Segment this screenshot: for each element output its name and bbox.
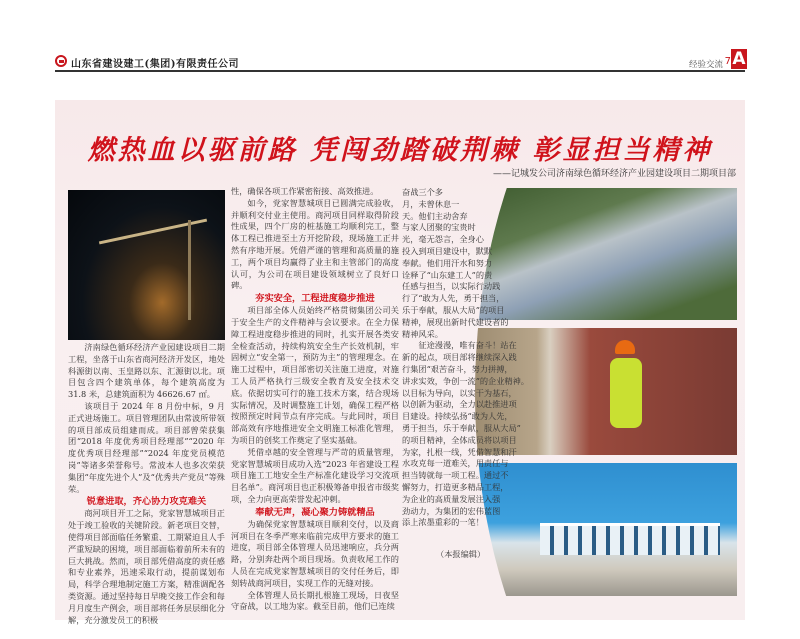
page-header (55, 50, 745, 72)
text-line: 添上浓墨重彩的一笔！ (402, 517, 484, 528)
column-middle (231, 186, 399, 613)
article-title: 燃热血以驱前路 凭闯劲踏破荆棘 彰显担当精神 (87, 135, 713, 166)
subheading: 夯实安全，工程进度稳步推进 (255, 293, 375, 305)
text-line: 勇于担当，乐于奉献，服从大局” (402, 422, 521, 433)
text-line: 新的起点，项目部将继续深入践 (402, 352, 517, 363)
page-number: 7 (724, 56, 731, 67)
text-line: 投入到项目建设中，默默 (402, 245, 493, 256)
column-left (68, 342, 225, 626)
text-line: 奉献。他们用汗水和努力 (402, 257, 493, 268)
text-line: 精神，展现出新时代建设者的 (402, 316, 509, 327)
text-line: 的项目精神，全体成员将以项目 (402, 434, 517, 445)
text-line: 劲动力，为集团的宏伟蓝图 (402, 505, 501, 516)
company-name: 山东省建设建工(集团)有限责任公司 (71, 59, 239, 70)
paragraph: 凭借卓越的安全管理与严苛的质量管理，党家智慧城项目成功入选“2023 年省建设工程项目施工工地安全生产标准化建设学习交流项目名单”。商河项目也正积极筹备申报省市级奖项，全力向更高荣誉发起冲刺。 (231, 446, 399, 504)
text-line: 担当铸就每一项工程。通过不 (402, 470, 509, 481)
subheading: 奉献无声，凝心聚力铸就精品 (255, 506, 375, 518)
text-line: 奋战三个多 (402, 187, 443, 197)
hard-hat (615, 340, 635, 354)
text-line: 乐于奉献，服从大局”的项目 (402, 304, 505, 315)
night-construction-photo (68, 190, 225, 340)
text-line: 征途漫漫，唯有奋斗！站在 (418, 340, 517, 351)
text-line: 光，毫无怨言，全身心 (402, 234, 484, 245)
paragraph: 全体管理人员长期扎根施工现场，日夜坚守奋战，以工地为家。截至目前，他们已连续 (231, 589, 399, 612)
crane-tower (188, 220, 191, 320)
text-line: 诠释了“山东建工人”的责 (402, 269, 493, 280)
text-line: 为企业的高质量发展注入强 (402, 493, 501, 504)
paragraph: 项目部全体人员始终严格贯彻集团公司关于安全生产的文件精神与会议要求。在全力保障工程进度稳步推进的同时，扎实开展各类安全检查活动，持续构筑安全生产长效机制，牢固树立“安全第一，预防为主”的管理理念。在施工过程中，项目部密切关注施工进度，对施工人员严格执行三级安全教育及安全技术交底。依据切实可行的施工技术方案，结合现场实际情况，及时调整施工计划，确保工程严格按照预定时间节点有序完成。与此同时，项目部高效有序地推进安全文明施工标准化管理，为项目的创奖工作奠定了坚实基础。 (231, 305, 399, 445)
paragraph: 济南绿色循环经济产业园建设项目二期工程，坐落于山东省商河经济开发区，地处科源街以南、玉皇路以东、汇源街以北。项目包含四个建筑单体，每个建筑高度为 31.8 米，总建筑面积为 46626.67 ㎡。 (68, 342, 225, 400)
text-line: 以创新为驱动，全力以赴推进项 (402, 399, 517, 410)
site-office (540, 523, 720, 555)
paragraph: 如今，党家智慧城项目已圆满完成验收，并顺利交付业主使用。商河项目同样取得阶段性成果，四个厂房的桩基施工均顺利完工，整体工程已推进至土方开挖阶段，现场施工正井然有序地开展。凭借严谨的管理和高质量的施工，两个项目均赢得了业主和主管部门的高度认可，为公司在项目建设领域树立了良好口碑。 (231, 197, 399, 291)
text-line: 月，未曾休息一 (402, 198, 460, 209)
paragraph: 商河项目开工之际，党家智慧城项目正处于竣工验收的关键阶段。新老项目交替，使得项目部面临任务繁重、工期紧迫且人手严重短缺的困境，项目部面临着前所未有的巨大挑战。然而，项目部凭借高度的责任感和专业素养，迅速采取行动，提前谋划布局，科学合理地制定施工方案，精准调配各类资源。通过坚持每日早晚交接工作会和每月月度生产例会，项目部将任务层层细化分解，充分激发员工的积极 (68, 508, 225, 625)
company-logo-icon (55, 55, 67, 67)
text-line: 目建设。持续弘扬“敢为人先， (402, 411, 513, 422)
text-line: 行了“敢为人先，勇于担当， (402, 293, 505, 304)
worker-vest (610, 358, 642, 428)
text-line: 行集团“艰苦奋斗，努力拼搏， (402, 363, 513, 374)
text-line: 讲求实效，争创一流”的企业精神。 (402, 375, 529, 386)
column-right (402, 187, 567, 561)
paragraph: 性，确保各项工作紧密衔接、高效推进。 (231, 186, 379, 196)
text-line: 懈努力，打造更多精品工程， (402, 481, 509, 492)
section-name: 经验交流 (688, 60, 723, 70)
editor-note: （本报编辑） (436, 549, 486, 560)
text-line: 天。他们主动舍弃 (402, 210, 468, 221)
text-line: 以目标为导向，以实干为基石， (402, 387, 517, 398)
paragraph: 该项目于 2024 年 8 月份中标，9 月正式进场施工。项目管理团队由常波所带领的项目部成员组建而成。项目部曾荣获集团“2018 年度优秀项目经理部”“2020 年度优秀项目经理部”“2024 年度党员模范岗”等诸多荣誉称号。常波本人也多次荣获集团“年度先进个人”及“优秀共产党员”等殊荣。 (68, 400, 225, 494)
text-line: 水攻克每一道难关，用责任与 (402, 458, 509, 469)
text-line: 任感与担当，以实际行动践 (402, 281, 501, 292)
article-byline: ——记城发公司济南绿色循环经济产业园建设项目二期项目部 (492, 169, 736, 179)
subheading: 锐意进取，齐心协力攻克难关 (86, 496, 207, 508)
edition-badge: A (732, 49, 746, 69)
text-line: 与家人团聚的宝贵时 (402, 222, 476, 233)
text-line: 精神风采。 (402, 328, 443, 339)
text-line: 为家，扎根一线，凭借智慧和汗 (402, 446, 517, 457)
paragraph: 为确保党家智慧城项目顺利交付，以及商河项目在冬季严寒来临前完成甲方要求的施工进度，项目部全体管理人员迅速响应，兵分两路，分别奔赴两个项目现场。负责收尾工作的人员在完成党家智慧城项目的交付任务后，即刻转战商河项目，实现工作的无缝对接。 (231, 518, 399, 588)
